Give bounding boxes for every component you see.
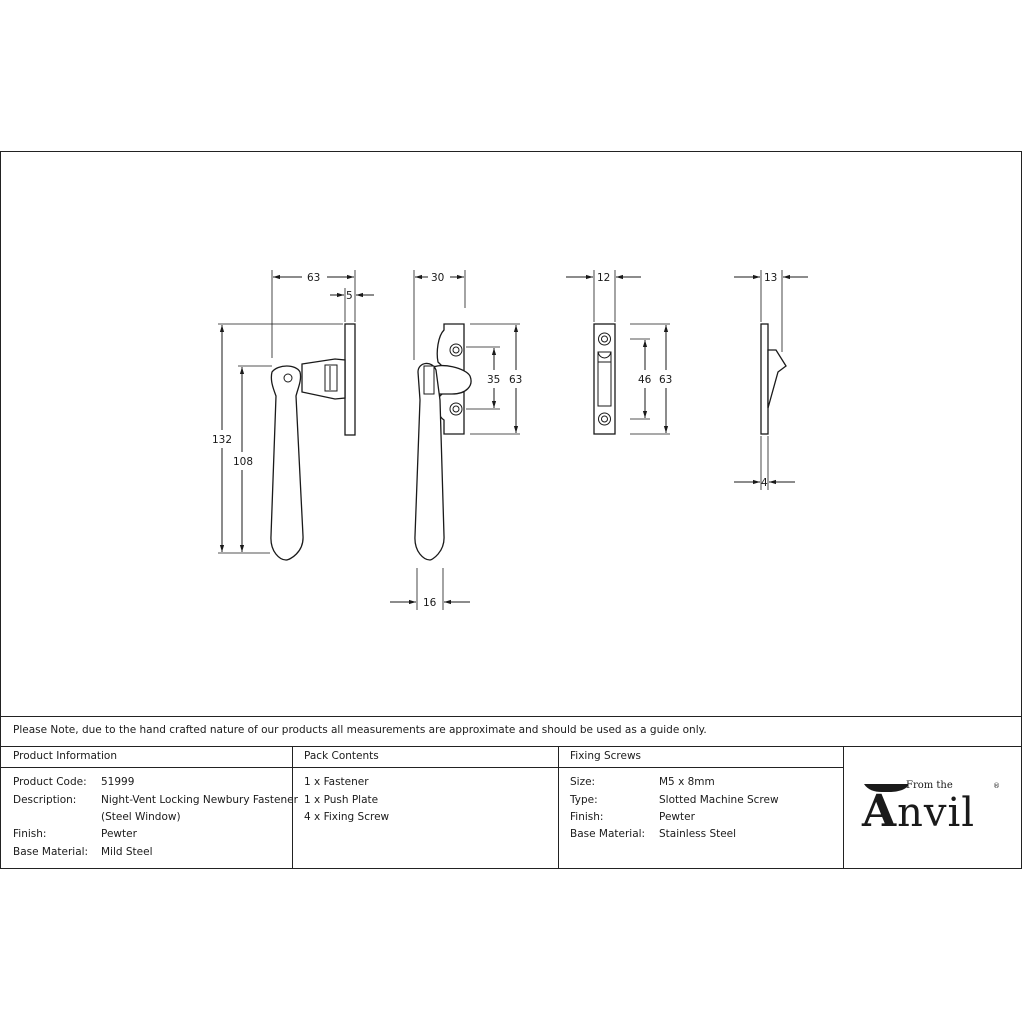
dim-front-width: 30 <box>431 272 445 284</box>
product-code-label: Product Code: <box>13 776 87 788</box>
anvil-logo <box>862 776 1002 837</box>
edge-view <box>734 270 808 490</box>
dim-front-handle-width: 16 <box>423 597 437 609</box>
logo-word-nvil: nvil <box>897 790 976 836</box>
description-value: Night-Vent Locking Newbury Fastener <box>101 794 298 806</box>
dim-plate-width: 12 <box>597 272 611 284</box>
col-divider-1 <box>292 746 293 869</box>
description-label: Description: <box>13 794 77 806</box>
screw-size-value: M5 x 8mm <box>659 776 715 788</box>
dim-side-handle-height: 108 <box>233 456 254 468</box>
front-view <box>390 270 523 610</box>
technical-drawing <box>0 151 1022 716</box>
table-header-rule <box>1 746 1021 747</box>
dim-plate-height: 63 <box>659 374 673 386</box>
dim-edge-width: 13 <box>764 272 778 284</box>
logo-letter-a: A <box>862 786 898 837</box>
dim-side-plate: 5 <box>346 290 353 302</box>
logo-wordmark <box>862 786 975 837</box>
description-value-cont: (Steel Window) <box>101 811 181 823</box>
registered-mark: ® <box>993 782 1000 790</box>
dim-front-hole-spacing: 35 <box>487 374 501 386</box>
screw-material-value: Stainless Steel <box>659 828 737 840</box>
dim-front-height: 63 <box>509 374 523 386</box>
product-code-value: 51999 <box>101 776 135 788</box>
screw-finish-value: Pewter <box>659 811 695 823</box>
col-divider-3 <box>843 746 844 869</box>
table-top-rule <box>1 716 1021 717</box>
measurement-note: Please Note, due to the hand crafted nature of our products all measurements are approximate and should be used as a guide only. <box>13 724 707 736</box>
logo-from-the: From the <box>906 780 953 791</box>
push-plate-view <box>566 270 673 434</box>
screw-type-label: Type: <box>570 794 598 806</box>
screw-size-label: Size: <box>570 776 596 788</box>
pack-item: 1 x Fastener <box>304 776 369 788</box>
table-subheader-rule <box>1 767 843 768</box>
col-divider-2 <box>558 746 559 869</box>
fixing-screws-header: Fixing Screws <box>570 750 642 762</box>
dim-plate-hole-spacing: 46 <box>638 374 652 386</box>
pack-contents-header: Pack Contents <box>304 750 379 762</box>
pack-item: 1 x Push Plate <box>304 794 379 806</box>
dim-side-total-height: 132 <box>212 434 233 446</box>
screw-type-value: Slotted Machine Screw <box>659 794 779 806</box>
pack-item: 4 x Fixing Screw <box>304 811 390 823</box>
finish-label: Finish: <box>13 828 47 840</box>
screw-material-label: Base Material: <box>570 828 646 840</box>
product-info-header: Product Information <box>13 750 117 762</box>
base-material-label: Base Material: <box>13 846 89 858</box>
base-material-value: Mild Steel <box>101 846 153 858</box>
dim-edge-thickness: 4 <box>761 477 768 489</box>
dim-side-width: 63 <box>307 272 321 284</box>
screw-finish-label: Finish: <box>570 811 604 823</box>
finish-value: Pewter <box>101 828 137 840</box>
side-view <box>218 270 374 560</box>
